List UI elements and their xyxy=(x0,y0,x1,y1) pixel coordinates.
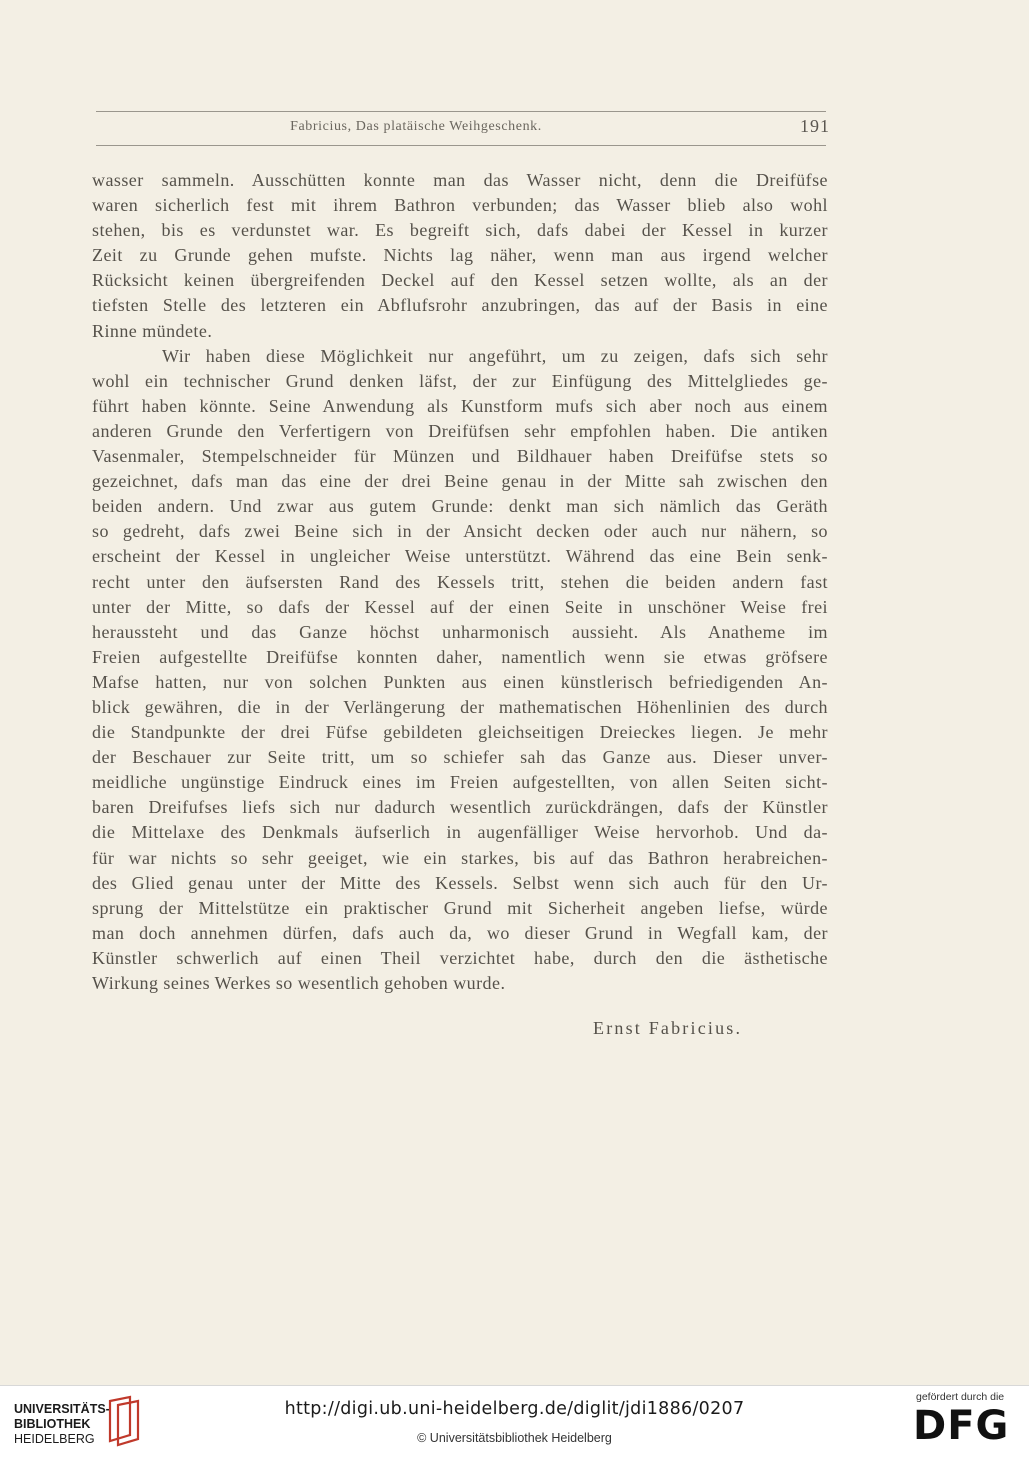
text-line: blick gewähren, die in der Verlängerung der mathematischen Höhenlinien des durch xyxy=(92,696,828,717)
text-line: Mafse hatten, nur von solchen Punkten aus einen künstlerisch befriedigenden An- xyxy=(92,671,828,692)
copyright-notice: © Universitätsbibliothek Heidelberg xyxy=(417,1431,612,1445)
funding-caption: gefördert durch die xyxy=(916,1391,1005,1403)
text-line: so gedreht, dafs zwei Beine sich in der Ansicht decken oder auch nur nähern, so xyxy=(92,521,828,542)
text-line: Freien aufgestellte Dreifüfse konnten daher, namentlich wenn sie etwas gröfsere xyxy=(92,646,828,667)
text-line: Wirkung seines Werkes so wesentlich gehoben wurde. xyxy=(92,973,506,993)
text-line: die Standpunkte der drei Füfse gebildeten gleichseitigen Dreieckes liegen. Je mehr xyxy=(92,722,828,743)
permalink-url[interactable]: http://digi.ub.uni-heidelberg.de/diglit/jdi1886/0207 xyxy=(284,1399,745,1419)
text-line: gezeichnet, dafs man das eine der drei Beine genau in der Mitte sah zwischen den xyxy=(92,471,828,492)
text-line: waren sicherlich fest mit ihrem Bathron verbunden; das Wasser blieb also wohl xyxy=(92,195,828,216)
text-line: Rücksicht keinen übergreifenden Deckel auf den Kessel setzen wollte, als an der xyxy=(92,270,828,291)
library-name-line3: HEIDELBERG xyxy=(14,1432,95,1446)
author-signature: Ernst Fabricius. xyxy=(593,1018,743,1038)
header-rule-bottom xyxy=(96,145,826,146)
text-line: anderen Grunde den Verfertigern von Dreifüfsen sehr empfohlen haben. Die antiken xyxy=(92,420,828,441)
body-text xyxy=(92,168,828,996)
paragraph-2 xyxy=(92,344,828,996)
library-name-line2: BIBLIOTHEK xyxy=(14,1417,91,1431)
text-line: heraussteht und das Ganze höchst unharmonisch aussieht. Als Anatheme im xyxy=(92,621,828,642)
text-line: tiefsten Stelle des letzteren ein Abflufsrohr anzubringen, das auf der Basis in eine xyxy=(92,295,828,316)
text-line: Rinne mündete. xyxy=(92,320,213,341)
text-line: erscheint der Kessel in ungleicher Weise unterstützt. Während das eine Bein senk- xyxy=(92,546,828,567)
text-line: Vasenmaler, Stempelschneider für Münzen und Bildhauer haben Dreifüfse stets so xyxy=(92,446,828,467)
library-name-line1: UNIVERSITÄTS- xyxy=(14,1402,110,1416)
text-line: beiden andern. Und zwar aus gutem Grunde: denkt man sich nämlich das Geräth xyxy=(92,496,828,517)
text-line: man doch annehmen dürfen, dafs auch da, wo dieser Grund in Wegfall kam, der xyxy=(92,922,828,943)
paragraph-1 xyxy=(92,168,828,344)
footer-bar xyxy=(0,1385,1029,1458)
running-head: Fabricius, Das platäische Weihgeschenk. xyxy=(290,119,542,134)
text-line: des Glied genau unter der Mitte des Kessels. Selbst wenn sich auch für den Ur- xyxy=(92,872,828,893)
text-line: Künstler schwerlich auf einen Theil verzichtet habe, durch den die ästhetische xyxy=(92,947,828,968)
text-line: der Beschauer zur Seite tritt, um so schiefer sah das Ganze aus. Dieser unver- xyxy=(92,747,828,768)
text-line: Zeit zu Grunde gehen mufste. Nichts lag näher, wenn man aus irgend welcher xyxy=(92,245,828,266)
text-line: sprung der Mittelstütze ein praktischer Grund mit Sicherheit angeben liefse, würde xyxy=(92,897,828,918)
text-line: stehen, bis es verdunstet war. Es begreift sich, dafs dabei der Kessel in kurzer xyxy=(92,220,828,241)
page-number: 191 xyxy=(800,116,830,136)
text-line: Wir haben diese Möglichkeit nur angeführt, um zu zeigen, dafs sich sehr xyxy=(162,345,828,366)
text-line: recht unter den äufsersten Rand des Kessels tritt, stehen die beiden andern fast xyxy=(92,571,828,592)
text-line: führt haben könnte. Seine Anwendung als Kunstform mufs sich aber noch aus einem xyxy=(92,395,828,416)
dfg-logo: DFG xyxy=(913,1403,1010,1449)
text-line: meidliche ungünstige Eindruck eines im Freien aufgestellten, von allen Seiten sicht- xyxy=(92,772,828,793)
text-line: unter der Mitte, so dafs der Kessel auf der einen Seite in unschöner Weise frei xyxy=(92,596,828,617)
text-line: wohl ein technischer Grund denken läfst, der zur Einfügung des Mittelgliedes ge- xyxy=(92,370,828,391)
text-line: baren Dreifufses liefs sich nur dadurch wesentlich zurückdrängen, dafs der Künstler xyxy=(92,797,828,818)
header-rule-top xyxy=(96,111,826,112)
text-line: die Mittelaxe des Denkmals äufserlich in augenfälliger Weise hervorhob. Und da- xyxy=(92,822,828,843)
text-line: für war nichts so sehr geeiget, wie ein starkes, bis auf das Bathron herabreichen- xyxy=(92,847,828,868)
text-line: wasser sammeln. Ausschütten konnte man das Wasser nicht, denn die Dreifüfse xyxy=(92,170,828,190)
